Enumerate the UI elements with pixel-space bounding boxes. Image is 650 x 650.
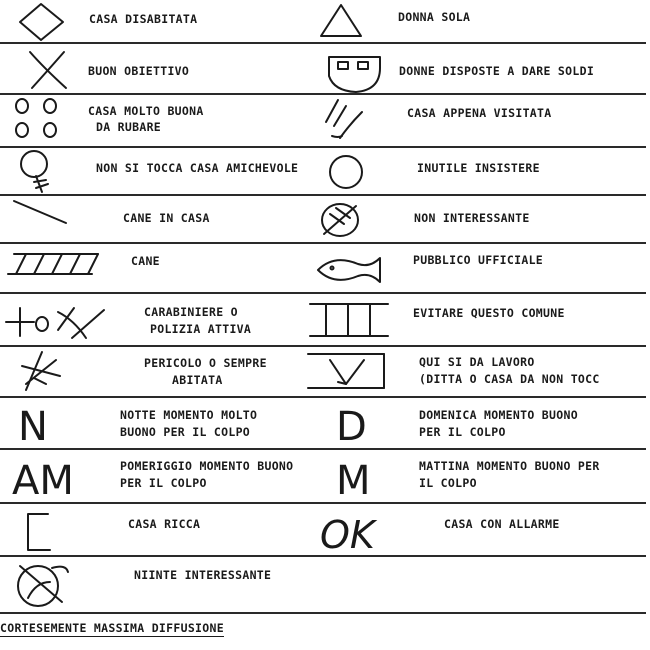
boxed-v-icon (306, 350, 388, 392)
row-divider (0, 396, 646, 398)
footer-note: CORTESEMENTE MASSIMA DIFFUSIONE (0, 621, 224, 635)
bracket-icon (22, 510, 56, 554)
legend-label: CARABINIERE O POLIZIA ATTIVA (144, 305, 252, 336)
fish-icon (312, 252, 384, 288)
cross-circle-x-icon (2, 298, 114, 342)
legend-label: INUTILE INSISTERE (417, 161, 540, 175)
svg-text:OK: OK (320, 513, 375, 557)
face-box-icon (326, 54, 384, 94)
legend-label: PERICOLO O SEMPRE ABITATA (144, 356, 267, 387)
legend-label: BUON OBIETTIVO (88, 64, 190, 78)
hatched-bar-icon (6, 250, 100, 278)
legend-label: POMERIGGIO MOMENTO BUONO PER IL COLPO (120, 459, 294, 490)
svg-text:N: N (18, 404, 48, 450)
row-divider (0, 242, 646, 244)
legend-label: EVITARE QUESTO COMUNE (413, 306, 565, 320)
row-divider (0, 194, 646, 196)
legend-label: CASA CON ALLARME (444, 517, 560, 531)
row-divider (0, 448, 646, 450)
legend-label: NOTTE MOMENTO MOLTO BUONO PER IL COLPO (120, 408, 258, 439)
legend-label: CANE (131, 254, 160, 268)
circle-tail-icon (16, 148, 60, 194)
legend-label: DONNA SOLA (398, 10, 471, 24)
row-divider (0, 93, 646, 95)
oval-icon (324, 152, 366, 192)
row-divider (0, 146, 646, 148)
legend-label: NON SI TOCCA CASA AMICHEVOLE (96, 161, 299, 175)
letter-m-icon (334, 454, 378, 504)
legend-label: CASA APPENA VISITATA (407, 106, 552, 120)
letter-n-icon (16, 402, 60, 450)
crossed-circle-icon (316, 198, 366, 242)
legend-label: QUI SI DA LAVORO (DITTA O CASA DA NON TOCC (419, 355, 600, 386)
legend-label: PUBBLICO UFFICIALE (413, 253, 544, 267)
row-divider (0, 292, 646, 294)
legend-label: CASA DISABITATA (89, 12, 198, 26)
star-arrow-icon (16, 348, 66, 396)
letters-ok-icon (318, 508, 388, 557)
x-mark-icon (26, 48, 70, 92)
diamond-icon (18, 2, 66, 42)
diagonal-line-icon (10, 197, 70, 227)
circle-scribble-icon (8, 558, 72, 612)
legend-label: CANE IN CASA (123, 211, 210, 225)
triangle-icon (318, 3, 364, 39)
letters-am-icon (10, 454, 90, 504)
legend-label: DOMENICA MOMENTO BUONO PER IL COLPO (419, 408, 578, 439)
row-divider (0, 345, 646, 347)
row-divider (0, 612, 646, 614)
legend-label: DONNE DISPOSTE A DARE SOLDI (399, 64, 595, 78)
slash-hook-icon (318, 96, 368, 144)
letter-d-icon (334, 402, 374, 450)
svg-text:D: D (336, 404, 367, 450)
svg-text:M: M (336, 458, 371, 504)
three-bars-icon (308, 300, 390, 340)
four-circles-icon (10, 96, 68, 142)
legend-label: MATTINA MOMENTO BUONO PER IL COLPO (419, 459, 600, 490)
row-divider (0, 502, 646, 504)
legend-label: NIINTE INTERESSANTE (134, 568, 272, 582)
legend-label: NON INTERESSANTE (414, 211, 530, 225)
legend-label: CASA RICCA (128, 517, 201, 531)
svg-text:AM: AM (12, 458, 74, 504)
legend-label: CASA MOLTO BUONA DA RUBARE (88, 104, 204, 134)
row-divider (0, 42, 646, 44)
